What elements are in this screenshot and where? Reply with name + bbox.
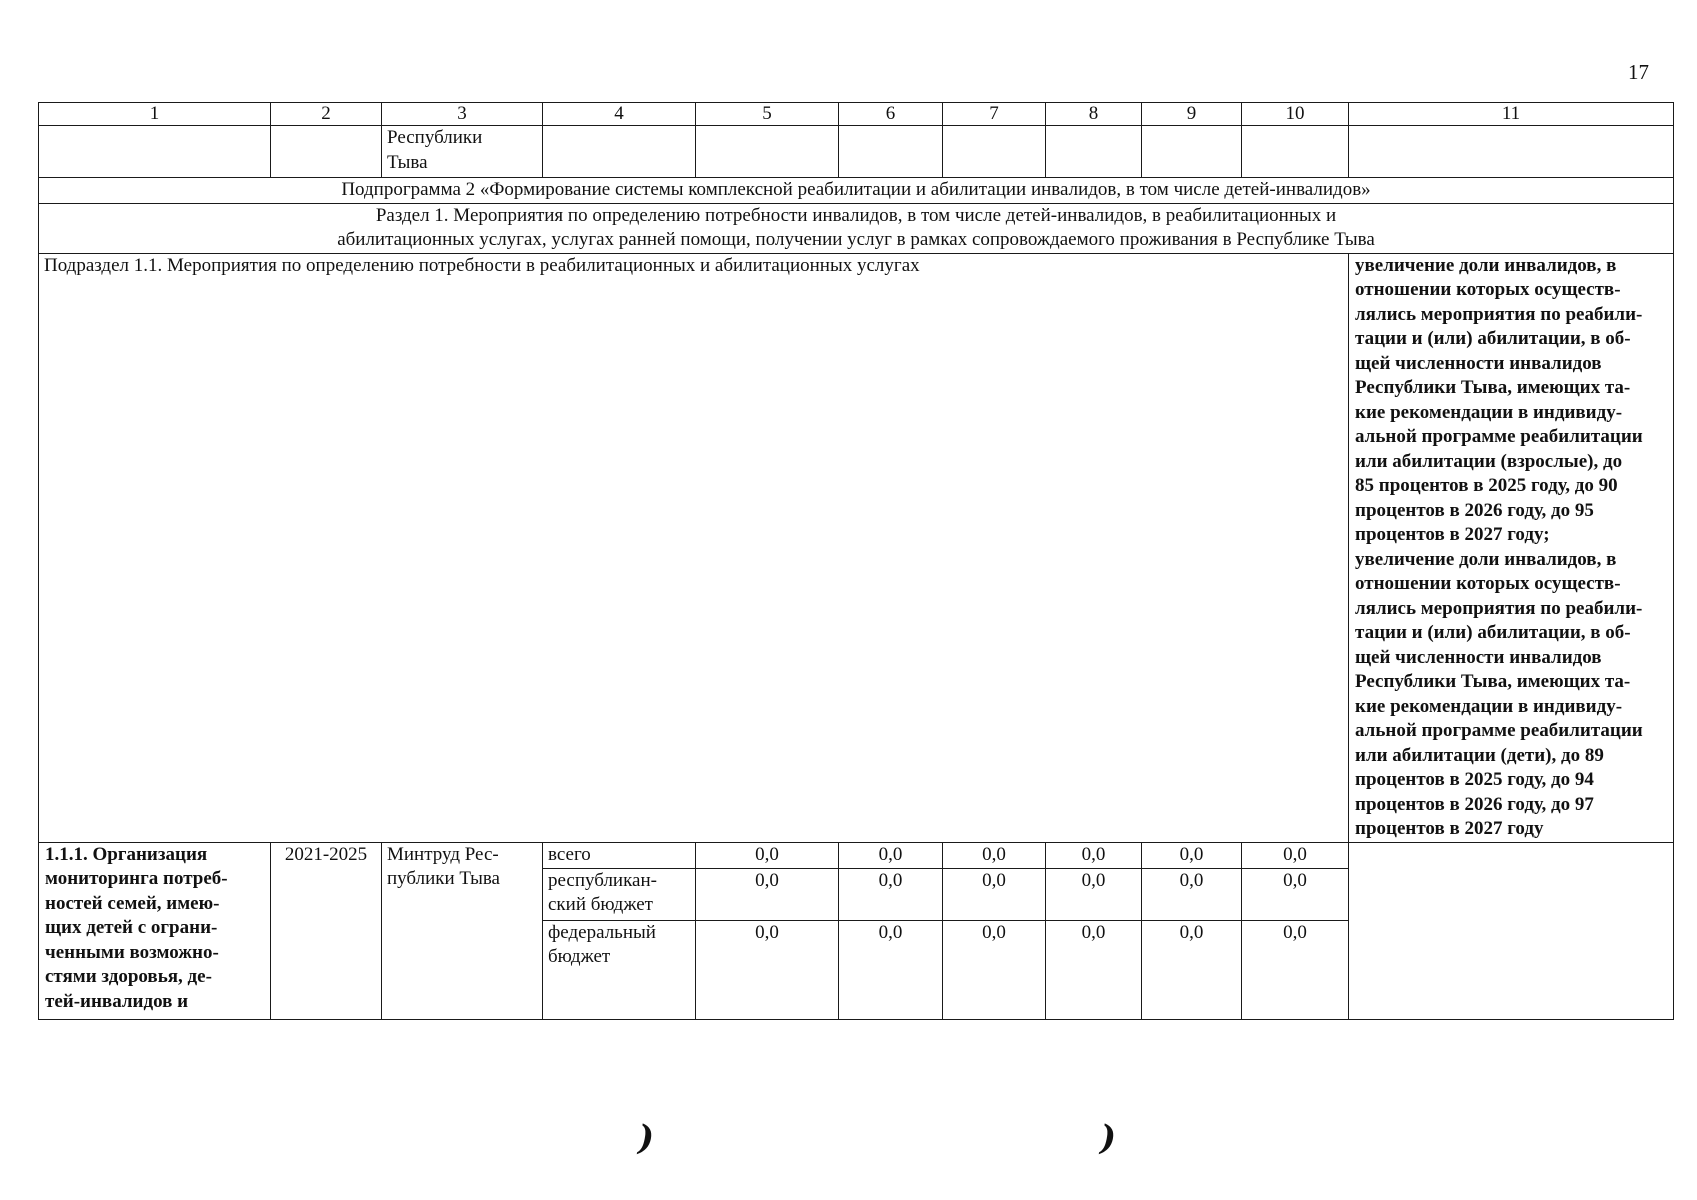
program-table [38,102,1674,1020]
funding-value: 0,0 [943,868,1046,920]
column-number-row [39,103,1674,126]
funding-value: 0,0 [1142,920,1242,1019]
result-line: или абилитации (взрослые), до [1355,450,1623,472]
activity-name-line: 1.1.1. Организация [45,843,208,865]
column-number: 4 [543,103,696,126]
empty-cell [943,126,1046,178]
funding-value: 0,0 [943,842,1046,868]
column-number: 1 [39,103,271,126]
empty-cell [1242,126,1349,178]
result-line: тации и (или) абилитации, в об- [1355,622,1631,643]
column-number: 3 [382,103,543,126]
result-line: лялись мероприятия по реабили- [1355,597,1643,619]
funding-value: 0,0 [839,842,943,868]
column-number: 8 [1046,103,1142,126]
column-number: 7 [943,103,1046,126]
activity-name-line: ностей семей, имею- [45,892,220,914]
column-number: 11 [1349,103,1674,126]
funding-source [543,868,696,920]
column-number: 10 [1242,103,1349,126]
result-line: тации и (или) абилитации, в об- [1355,328,1631,349]
activity-row [39,842,1674,868]
column-number: 6 [839,103,943,126]
subsection-title: Подраздел 1.1. Мероприятия по определению потребности в реабилитационных и абилитационных услугах [39,253,1349,842]
result-line: Республики Тыва, имеющих та- [1355,671,1631,692]
activity-name-line: щих детей с ограни- [45,917,218,938]
scan-mark: ) [638,1118,655,1158]
expected-result-empty [1349,842,1674,1019]
funding-value: 0,0 [1142,868,1242,920]
funding-value: 0,0 [696,842,839,868]
funding-value: 0,0 [696,920,839,1019]
continuation-row [39,126,1674,178]
result-line: отношении которых осуществ- [1355,279,1621,300]
funding-value: 0,0 [943,920,1046,1019]
activity-name [39,842,271,1019]
result-line: альной программе реабилитации [1355,720,1643,741]
empty-cell [271,126,382,178]
empty-cell [543,126,696,178]
section-row [39,203,1674,253]
result-line: кие рекомендации в индивиду- [1355,401,1623,423]
empty-cell [1142,126,1242,178]
executor-line: Минтруд Рес- [387,843,499,865]
funding-value: 0,0 [1046,842,1142,868]
column-number: 5 [696,103,839,126]
result-line: лялись мероприятия по реабили- [1355,303,1643,325]
result-line: увеличение доли инвалидов, в [1355,548,1617,570]
section-title [39,203,1674,253]
funding-source-line: федеральный [548,921,656,943]
result-line: процентов в 2026 году, до 95 [1355,499,1594,521]
result-line: процентов в 2027 году; [1355,524,1550,545]
result-line: или абилитации (дети), до 89 [1355,744,1604,766]
activity-period: 2021-2025 [271,842,382,1019]
funding-value: 0,0 [1142,842,1242,868]
funding-source-line: всего [548,843,591,865]
activity-name-line: мониторинга потреб- [45,868,228,889]
scan-mark: ) [1100,1118,1117,1158]
funding-value: 0,0 [1242,868,1349,920]
result-line: 85 процентов в 2025 году, до 90 [1355,475,1618,496]
funding-source-line: бюджет [548,946,611,967]
subprogram-title: Подпрограмма 2 «Формирование системы комплексной реабилитации и абилитации инвалидов, в том числе детей-инвалидов» [39,178,1674,204]
funding-value: 0,0 [1242,842,1349,868]
empty-cell [39,126,271,178]
funding-value: 0,0 [696,868,839,920]
funding-value: 0,0 [839,920,943,1019]
result-line: щей численности инвалидов [1355,646,1602,668]
result-line: Республики Тыва, имеющих та- [1355,377,1631,398]
expected-result [1349,253,1674,842]
funding-source-line: ский бюджет [548,894,653,915]
result-line: альной программе реабилитации [1355,426,1643,447]
result-line: увеличение доли инвалидов, в [1355,254,1617,276]
executor-line: публики Тыва [387,868,500,889]
empty-cell [696,126,839,178]
activity-name-line: ченными возможно- [45,941,219,963]
funding-value: 0,0 [1046,868,1142,920]
result-line: кие рекомендации в индивиду- [1355,695,1623,717]
column-number: 9 [1142,103,1242,126]
result-line: щей численности инвалидов [1355,352,1602,374]
funding-value: 0,0 [1242,920,1349,1019]
executor-continuation: Республики Тыва [382,126,543,178]
empty-cell [1349,126,1674,178]
funding-source-line: республикан- [548,869,657,891]
activity-executor [382,842,543,1019]
page-number: 17 [1628,60,1649,84]
result-line: отношении которых осуществ- [1355,573,1621,594]
activity-name-line: тей-инвалидов и [45,990,189,1012]
result-line: процентов в 2026 году, до 97 [1355,793,1594,815]
subsection-row [39,253,1674,842]
column-number: 2 [271,103,382,126]
funding-value: 0,0 [839,868,943,920]
empty-cell [1046,126,1142,178]
empty-cell [839,126,943,178]
section-title-line: абилитационных услугах, услугах ранней помощи, получении услуг в рамках сопровождаемого проживания в Республике Тыва [337,229,1375,250]
funding-source [543,842,696,868]
funding-source [543,920,696,1019]
activity-name-line: стями здоровья, де- [45,966,212,987]
funding-value: 0,0 [1046,920,1142,1019]
result-line: процентов в 2025 году, до 94 [1355,769,1594,790]
section-title-line: Раздел 1. Мероприятия по определению потребности инвалидов, в том числе детей-инвалидов, в реабилитационных и [375,204,1337,226]
subprogram-row [39,178,1674,204]
result-line: процентов в 2027 году [1355,818,1544,839]
